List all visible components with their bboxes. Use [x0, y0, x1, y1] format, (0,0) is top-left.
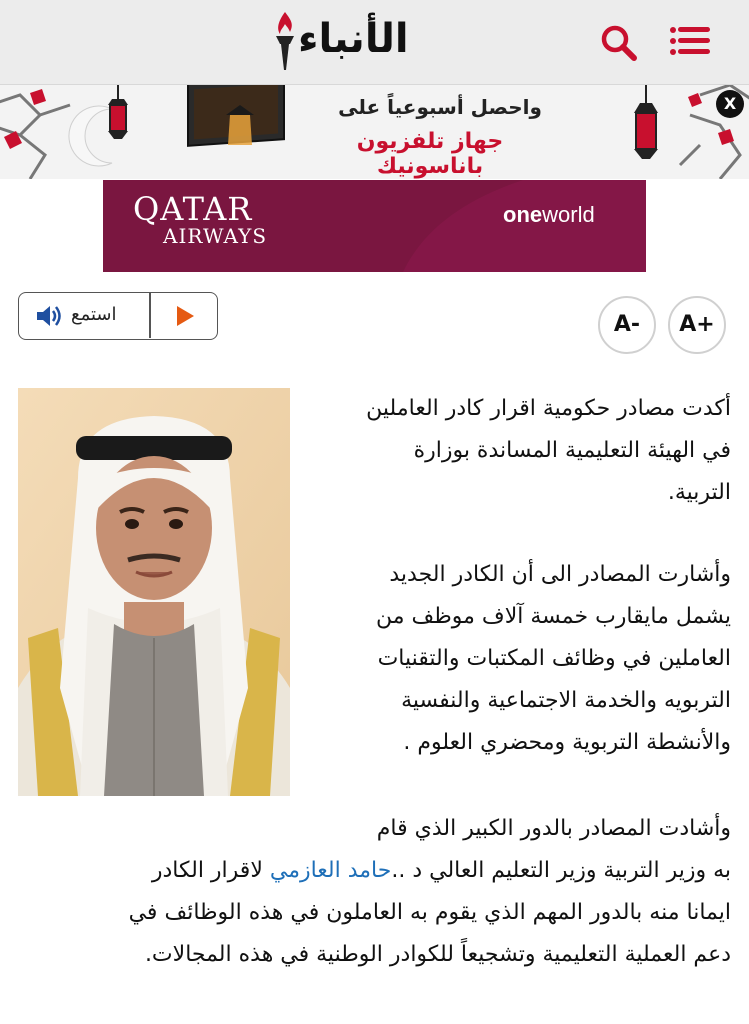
- listen-label: استمع: [71, 304, 117, 325]
- logo-text: الأنباء: [298, 16, 409, 62]
- close-banner-button[interactable]: [716, 90, 744, 118]
- search-icon: [598, 22, 640, 64]
- font-increase-button[interactable]: A+: [668, 296, 726, 354]
- listen-button[interactable]: [18, 292, 218, 340]
- font-decrease-button[interactable]: A-: [598, 296, 656, 354]
- promo-headline: واحصل أسبوعياً على: [338, 95, 542, 119]
- close-icon: X: [723, 94, 737, 113]
- speaker-icon: [35, 304, 63, 328]
- torch-icon: [270, 10, 300, 72]
- site-header: [0, 0, 749, 85]
- promo-banner[interactable]: [0, 85, 749, 179]
- listen-divider: [149, 293, 151, 338]
- article-paragraph-3-line-2: به وزير التربية وزير التعليم العالي د ..حامد العازمي لاقرار الكادر: [151, 858, 731, 883]
- article-paragraph-1: أكدت مصادر حكومية اقرار كادر العاملين في الهيئة التعليمية المساندة بوزارة التربية.: [366, 396, 731, 505]
- minister-portrait-image: [18, 388, 290, 796]
- ad-alliance: oneworld: [503, 202, 595, 227]
- promo-prize: جهاز تلفزيون باناسونيك: [356, 129, 504, 179]
- article-photo: [18, 388, 290, 796]
- ad-brand-sub: AIRWAYS: [163, 224, 268, 248]
- article-paragraph-2: وأشارت المصادر الى أن الكادر الجديد يشمل مايقارب خمسة آلاف موظف من العاملين في وظائف المكتبات والتقنيات التربويه والخدمة الاجتماعية والنفسية والأنشطة التربوية ومحضري العلوم .: [375, 562, 731, 755]
- search-button[interactable]: [598, 22, 640, 64]
- site-logo[interactable]: [268, 10, 458, 74]
- menu-button[interactable]: [670, 24, 712, 58]
- advertisement-banner[interactable]: [103, 180, 646, 272]
- ad-brand-name: QATAR: [133, 190, 253, 228]
- minister-name-link[interactable]: حامد العازمي: [269, 858, 392, 883]
- article-paragraph-3: وأشادت المصادر بالدور الكبير الذي قام به وزير التربية وزير التعليم العالي د ..حامد العازمي لاقرار الكادر ايمانا منه بالدور المهم الذي يقوم به العاملون في هذه الوظائف في دعم العملية التعليمية وتشجيعاً للكوادر الوطنية في هذه المجالات.: [128, 816, 731, 967]
- play-icon[interactable]: [177, 306, 194, 326]
